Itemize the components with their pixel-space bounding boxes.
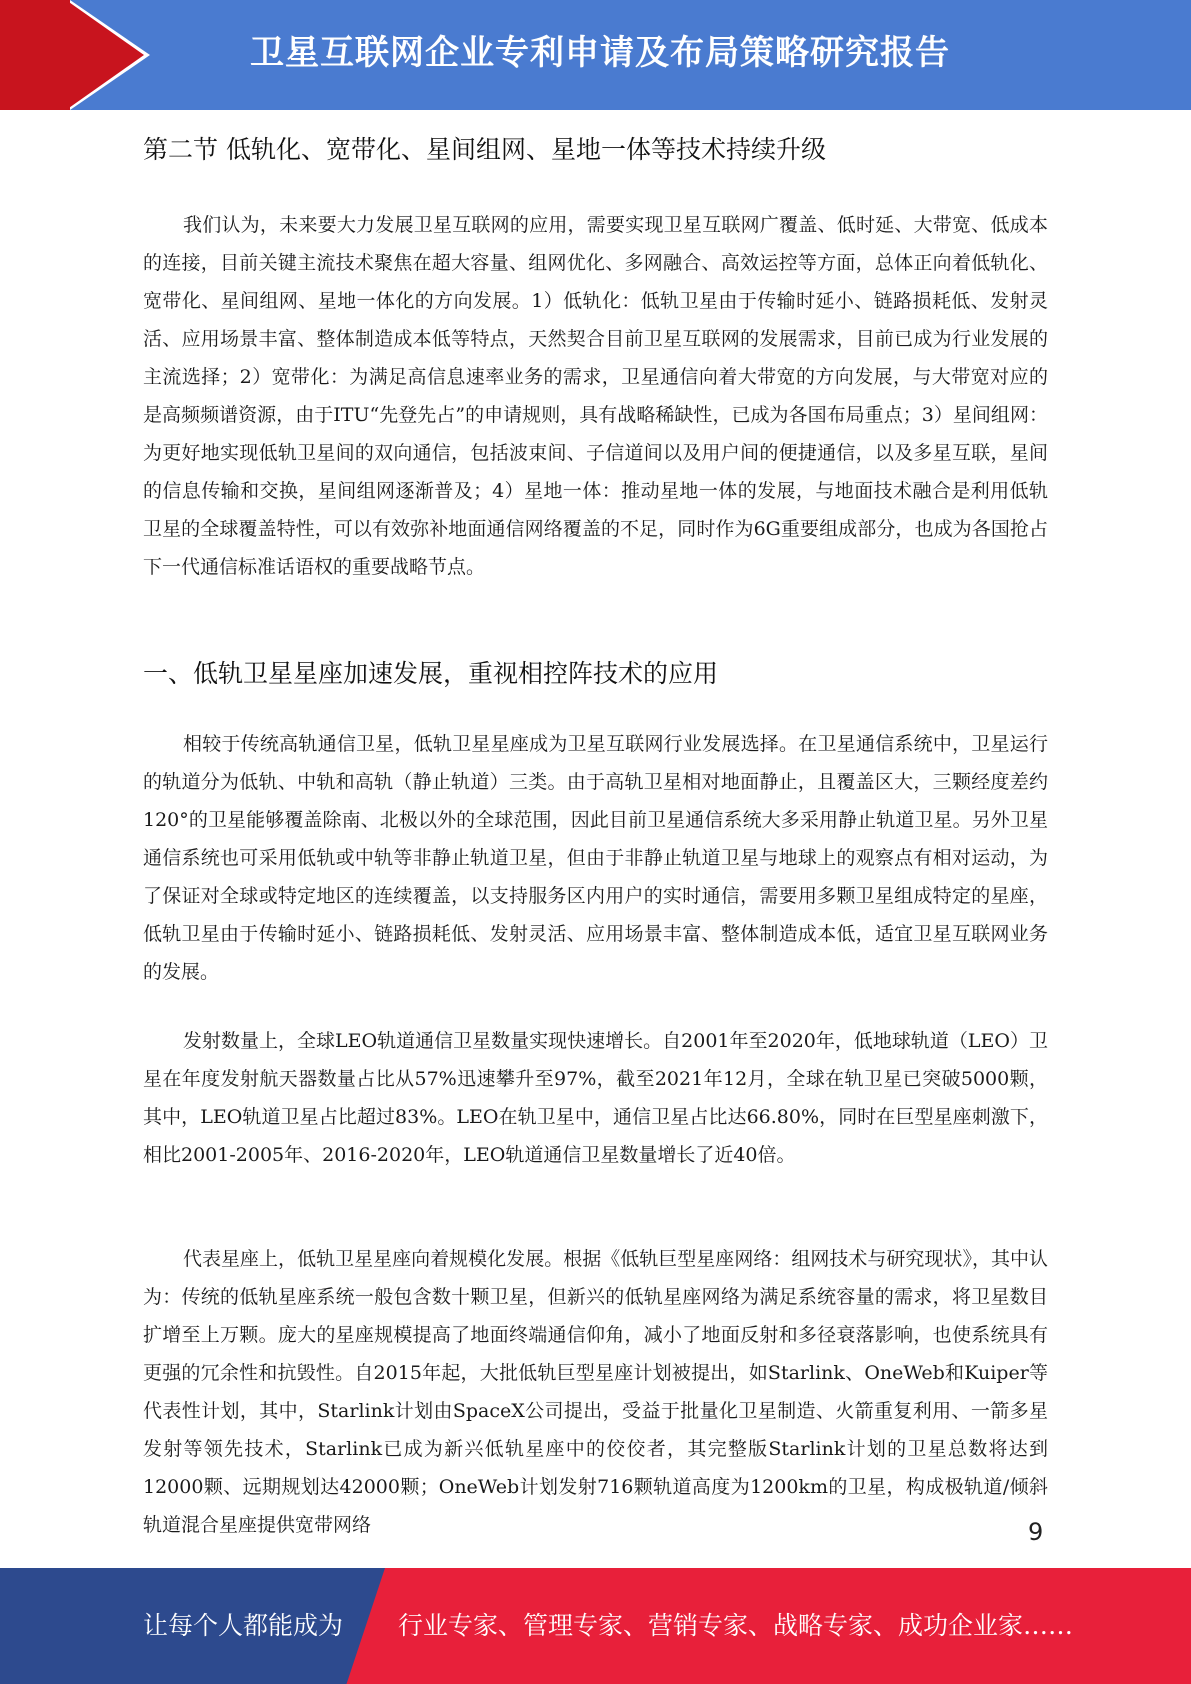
section-heading: 第二节 低轨化、宽带化、星间组网、星地一体等技术持续升级 xyxy=(143,135,826,164)
report-title: 卫星互联网企业专利申请及布局策略研究报告 xyxy=(250,33,950,73)
header-red-block xyxy=(0,0,70,110)
section-intro-paragraph: 我们认为，未来要大力发展卫星互联网的应用，需要实现卫星互联网广覆盖、低时延、大带宽、低成本的连接，目前关键主流技术聚焦在超大容量、组网优化、多网融合、高效运控等方面，总体正向着低轨化、宽带化、星间组网、星地一体化的方向发展。1）低轨化：低轨卫星由于传输时延小、链路损耗低、发射灵活、应用场景丰富、整体制造成本低等特点，天然契合目前卫星互联网的发展需求，目前已成为行业发展的主流选择；2）宽带化：为满足高信息速率业务的需求，卫星通信向着大带宽的方向发展，与大带宽对应的是高频频谱资源，由于ITU“先登先占”的申请规则，具有战略稀缺性，已成为各国布局重点；3）星间组网：为更好地实现低轨卫星间的双向通信，包括波束间、子信道间以及用户间的便捷通信，以及多星互联，星间的信息传输和交换，星间组网逐渐普及；4）星地一体：推动星地一体的发展，与地面技术融合是利用低轨卫星的全球覆盖特性，可以有效弥补地面通信网络覆盖的不足，同时作为6G重要组成部分，也成为各国抢占下一代通信标准话语权的重要战略节点。 xyxy=(143,214,1048,578)
page-footer xyxy=(0,1568,1191,1684)
page-header xyxy=(0,0,1191,110)
footer-slogan-left: 让每个人都能成为 xyxy=(143,1611,344,1640)
paragraph-launch-numbers: 发射数量上，全球LEO轨道通信卫星数量实现快速增长。自2001年至2020年，低地球轨道（LEO）卫星在年度发射航天器数量占比从57%迅速攀升至97%，截至2021年12月，全球在轨卫星已突破5000颗，其中，LEO轨道卫星占比超过83%。LEO在轨卫星中，通信卫星占比达66.80%，同时在巨型星座刺激下，相比2001-2005年、2016-2020年，LEO轨道通信卫星数量增长了近40倍。 xyxy=(143,1030,1048,1166)
footer-slogan-right: 行业专家、管理专家、营销专家、战略专家、成功企业家…… xyxy=(398,1611,1074,1640)
page-number: 9 xyxy=(1028,1518,1044,1546)
paragraph-constellations: 代表星座上，低轨卫星星座向着规模化发展。根据《低轨巨型星座网络：组网技术与研究现状》，其中认为：传统的低轨星座系统一般包含数十颗卫星，但新兴的低轨星座网络为满足系统容量的需求，将卫星数目扩增至上万颗。庞大的星座规模提高了地面终端通信仰角，减小了地面反射和多径衰落影响，也使系统具有更强的冗余性和抗毁性。自2015年起，大批低轨巨型星座计划被提出，如Starlink、OneWeb和Kuiper等代表性计划，其中，Starlink计划由SpaceX公司提出，受益于批量化卫星制造、火箭重复利用、一箭多星发射等领先技术，Starlink已成为新兴低轨星座中的佼佼者，其完整版Starlink计划的卫星总数将达到12000颗、远期规划达42000颗；OneWeb计划发射716颗轨道高度为1200km的卫星，构成极轨道/倾斜轨道混合星座提供宽带网络 xyxy=(143,1248,1048,1536)
header-chevron-red xyxy=(66,0,144,110)
paragraph-orbit-types: 相较于传统高轨通信卫星，低轨卫星星座成为卫星互联网行业发展选择。在卫星通信系统中，卫星运行的轨道分为低轨、中轨和高轨（静止轨道）三类。由于高轨卫星相对地面静止，且覆盖区大，三颗经度差约120°的卫星能够覆盖除南、北极以外的全球范围，因此目前卫星通信系统大多采用静止轨道卫星。另外卫星通信系统也可采用低轨或中轨等非静止轨道卫星，但由于非静止轨道卫星与地球上的观察点有相对运动，为了保证对全球或特定地区的连续覆盖，以支持服务区内用户的实时通信，需要用多颗卫星组成特定的星座，低轨卫星由于传输时延小、链路损耗低、发射灵活、应用场景丰富、整体制造成本低，适宜卫星互联网业务的发展。 xyxy=(143,733,1048,983)
subsection-heading: 一、低轨卫星星座加速发展，重视相控阵技术的应用 xyxy=(143,659,719,688)
